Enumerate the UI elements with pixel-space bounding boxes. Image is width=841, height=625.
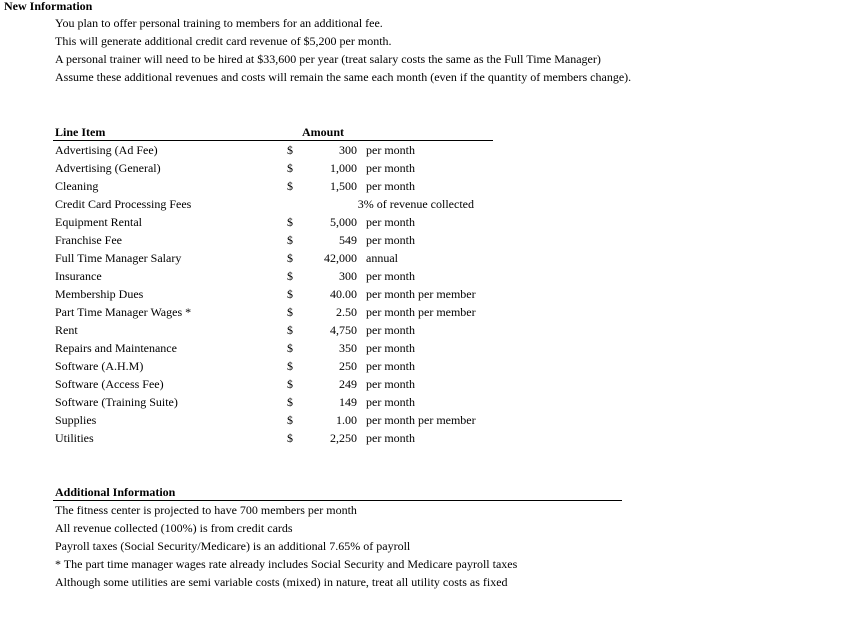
line-item-amount: 1,500	[330, 179, 357, 193]
line-item-label: Rent	[55, 323, 78, 337]
line-item-amount: 2,250	[330, 431, 357, 445]
currency-symbol: $	[287, 341, 293, 355]
line-item-label: Full Time Manager Salary	[55, 251, 182, 265]
line-item-unit: per month per member	[366, 287, 476, 301]
currency-symbol: $	[287, 287, 293, 301]
line-item-label: Software (Access Fee)	[55, 377, 164, 391]
currency-symbol: $	[287, 143, 293, 157]
line-item-label: Membership Dues	[55, 287, 144, 301]
line-item-unit: per month	[366, 377, 415, 391]
line-item-amount: 249	[339, 377, 357, 391]
line-item-amount: 549	[339, 233, 357, 247]
line-item-label: Software (A.H.M)	[55, 359, 144, 373]
line-item-unit: per month	[366, 233, 415, 247]
line-item-label: Cleaning	[55, 179, 99, 193]
line-item-amount: 1,000	[330, 161, 357, 175]
page-title: New Information	[4, 0, 93, 13]
currency-symbol: $	[287, 395, 293, 409]
line-item-amount: 2.50	[336, 305, 357, 319]
line-item-label: Insurance	[55, 269, 102, 283]
line-item-amount: 350	[339, 341, 357, 355]
header-line-item: Line Item	[55, 125, 106, 139]
line-item-label: Part Time Manager Wages *	[55, 305, 192, 319]
line-item-unit: per month	[366, 359, 415, 373]
line-item-unit: per month	[366, 341, 415, 355]
line-item-amount: 40.00	[330, 287, 357, 301]
line-item-amount: 4,750	[330, 323, 357, 337]
line-item-rate: 3% of revenue collected	[357, 197, 474, 211]
line-item-label: Advertising (Ad Fee)	[55, 143, 158, 157]
line-item-unit: per month per member	[366, 413, 476, 427]
line-item-amount: 300	[339, 269, 357, 283]
intro-line-1: You plan to offer personal training to members for an additional fee.	[55, 16, 383, 30]
line-item-label: Franchise Fee	[55, 233, 122, 247]
currency-symbol: $	[287, 233, 293, 247]
currency-symbol: $	[287, 323, 293, 337]
additional-line-5: Although some utilities are semi variable costs (mixed) in nature, treat all utility costs as fixed	[55, 575, 508, 589]
header-amount: Amount	[302, 125, 345, 139]
line-item-label: Credit Card Processing Fees	[55, 197, 192, 211]
additional-line-2: All revenue collected (100%) is from credit cards	[55, 521, 293, 535]
intro-line-2: This will generate additional credit card revenue of $5,200 per month.	[55, 34, 392, 48]
currency-symbol: $	[287, 413, 293, 427]
additional-line-3: Payroll taxes (Social Security/Medicare) is an additional 7.65% of payroll	[55, 539, 411, 553]
currency-symbol: $	[287, 269, 293, 283]
line-item-amount: 300	[339, 143, 357, 157]
currency-symbol: $	[287, 179, 293, 193]
line-item-unit: per month	[366, 143, 415, 157]
line-item-unit: per month	[366, 161, 415, 175]
line-item-label: Repairs and Maintenance	[55, 341, 177, 355]
currency-symbol: $	[287, 377, 293, 391]
additional-line-1: The fitness center is projected to have 700 members per month	[55, 503, 357, 517]
header-rule	[53, 140, 493, 141]
additional-info-rule	[53, 500, 622, 501]
line-item-label: Utilities	[55, 431, 94, 445]
line-item-unit: per month per member	[366, 305, 476, 319]
currency-symbol: $	[287, 431, 293, 445]
additional-line-4: * The part time manager wages rate already includes Social Security and Medicare payroll taxes	[55, 557, 518, 571]
line-item-unit: per month	[366, 269, 415, 283]
line-item-label: Advertising (General)	[55, 161, 161, 175]
intro-line-4: Assume these additional revenues and costs will remain the same each month (even if the quantity of members change).	[55, 70, 632, 84]
line-item-unit: per month	[366, 179, 415, 193]
line-item-unit: per month	[366, 431, 415, 445]
line-item-label: Supplies	[55, 413, 97, 427]
intro-line-3: A personal trainer will need to be hired at $33,600 per year (treat salary costs the same as the Full Time Manager)	[55, 52, 601, 66]
line-item-amount: 250	[339, 359, 357, 373]
line-item-amount: 149	[339, 395, 357, 409]
line-item-amount: 1.00	[336, 413, 357, 427]
line-item-unit: per month	[366, 395, 415, 409]
line-item-unit: annual	[366, 251, 398, 265]
currency-symbol: $	[287, 359, 293, 373]
line-item-amount: 42,000	[324, 251, 357, 265]
additional-info-heading: Additional Information	[55, 485, 176, 499]
currency-symbol: $	[287, 251, 293, 265]
line-item-label: Software (Training Suite)	[55, 395, 178, 409]
currency-symbol: $	[287, 305, 293, 319]
currency-symbol: $	[287, 215, 293, 229]
line-item-unit: per month	[366, 215, 415, 229]
currency-symbol: $	[287, 161, 293, 175]
line-item-label: Equipment Rental	[55, 215, 142, 229]
line-item-unit: per month	[366, 323, 415, 337]
line-item-amount: 5,000	[330, 215, 357, 229]
